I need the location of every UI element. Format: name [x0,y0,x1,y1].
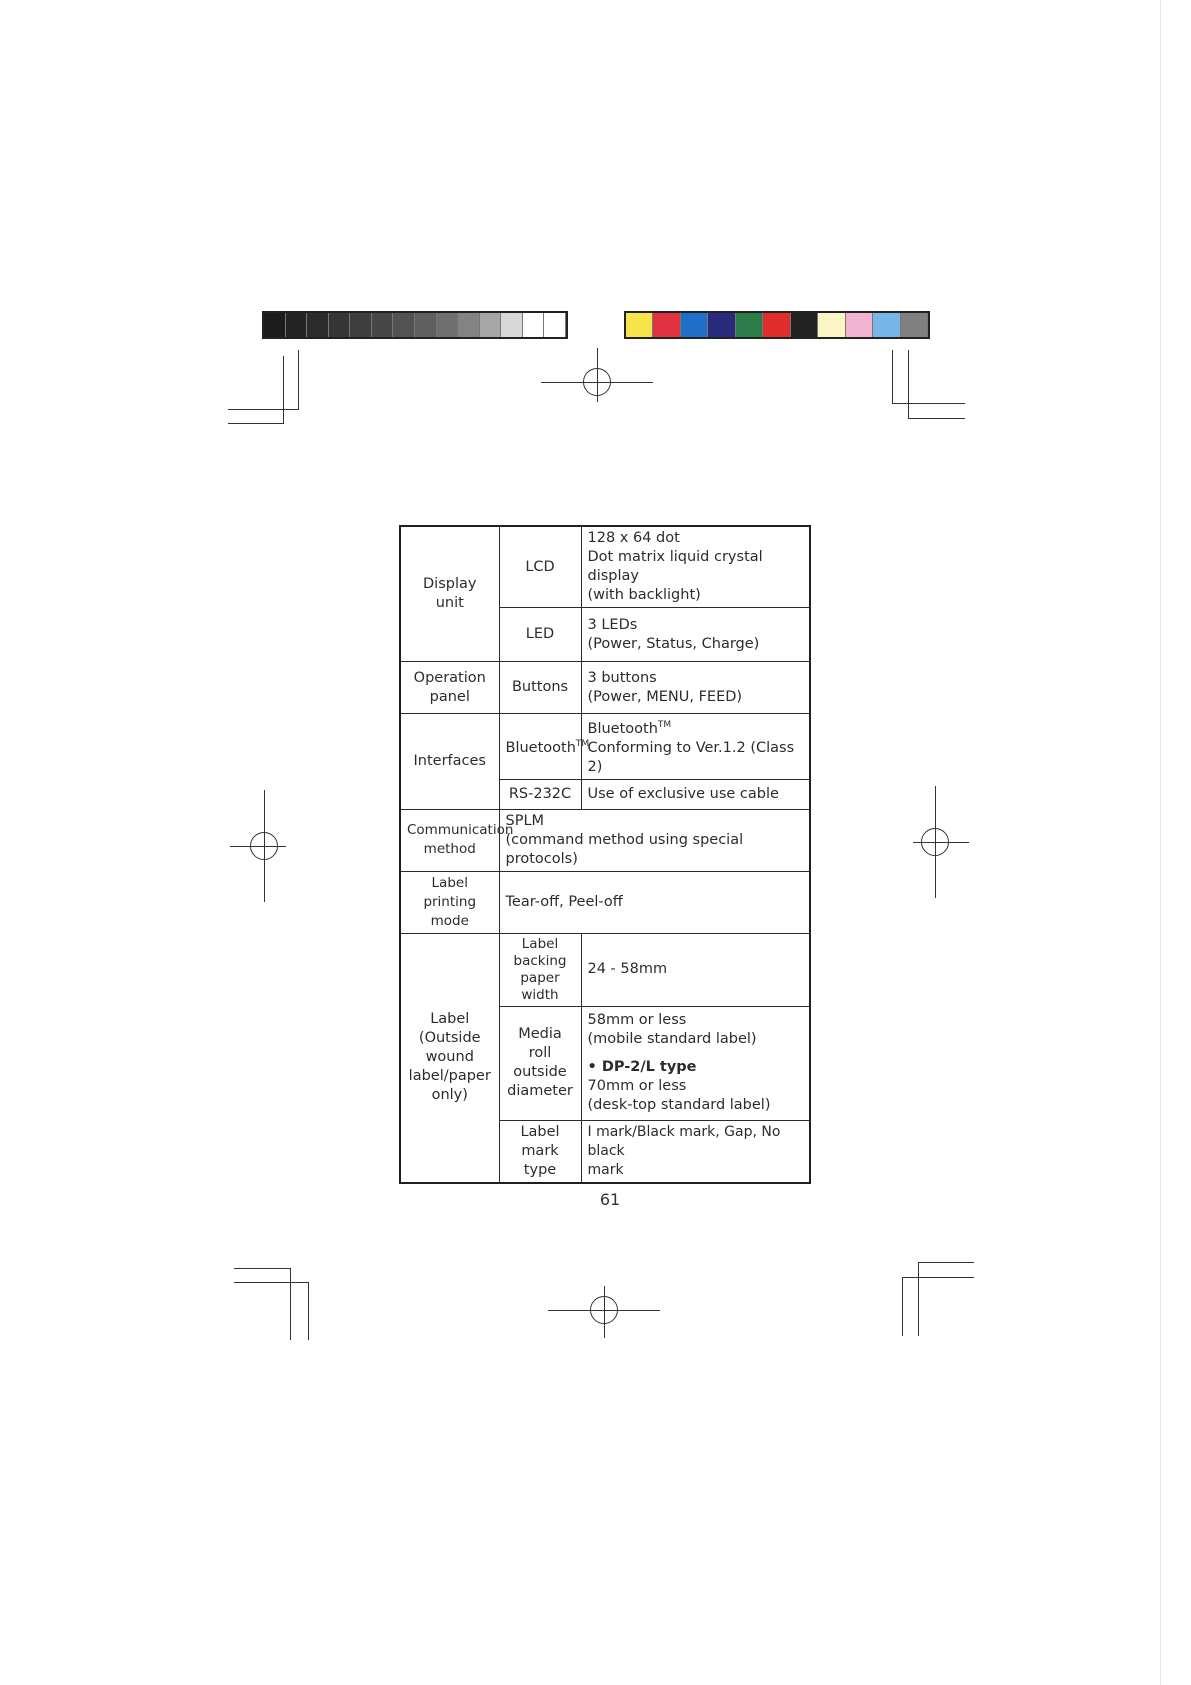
color-swatch [437,313,459,337]
media-roll-value: 58mm or less (mobile standard label) • DP-2/L type 70mm or less (desk-top standard label) [581,1006,810,1120]
row-header-label-printing-mode: Label printing mode [400,871,499,933]
color-swatch [791,313,818,337]
row-header-communication-method: Communication method [400,809,499,871]
color-swatch [350,313,372,337]
table-row [400,809,810,871]
table-row [400,662,810,714]
sub-header-label-mark-type: Label mark type [499,1120,581,1183]
grayscale-calibration-strip [262,311,568,339]
lcd-value: 128 x 64 dot Dot matrix liquid crystal display (with backlight) [581,526,810,608]
dp-2l-type-heading: • DP-2/L type [587,1059,697,1076]
color-swatch [763,313,790,337]
row-header-label: Label (Outside wound label/paper only) [400,933,499,1183]
color-swatch [818,313,845,337]
color-swatch [544,313,566,337]
communication-method-value: SPLM (command method using special protocols) [499,809,810,871]
sub-header-led: LED [499,608,581,662]
color-swatch [873,313,900,337]
label-printing-mode-value: Tear-off, Peel-off [499,871,810,933]
row-header-display-unit: Display unit [400,526,499,662]
color-swatch [415,313,437,337]
bluetooth-value: Bluetooth™ Conforming to Ver.1.2 (Class 2) [581,714,810,780]
led-value: 3 LEDs (Power, Status, Charge) [581,608,810,662]
table-row [400,933,810,1006]
color-swatch [708,313,735,337]
color-swatch [653,313,680,337]
sub-header-rs232c: RS-232C [499,779,581,809]
row-header-interfaces: Interfaces [400,714,499,810]
sub-header-backing-paper-width: Label backing paper width [499,933,581,1006]
row-header-operation-panel: Operation panel [400,662,499,714]
table-row [400,526,810,608]
backing-paper-width-value: 24 - 58mm [581,933,810,1006]
color-swatch [523,313,545,337]
color-swatch [286,313,308,337]
color-swatch [681,313,708,337]
label-mark-type-value: I mark/Black mark, Gap, No black mark [581,1120,810,1183]
color-swatch [501,313,523,337]
color-swatch [393,313,415,337]
color-swatch [846,313,873,337]
color-swatch [307,313,329,337]
table-row [400,871,810,933]
sub-header-buttons: Buttons [499,662,581,714]
table-row [400,714,810,780]
sub-header-bluetooth: Bluetooth™ [499,714,581,780]
rs232c-value: Use of exclusive use cable [581,779,810,809]
color-swatch [901,313,928,337]
sub-header-media-roll: Media roll outside diameter [499,1006,581,1120]
page-number: 61 [599,1190,621,1209]
color-swatch [480,313,502,337]
color-calibration-strip [624,311,930,339]
color-swatch [626,313,653,337]
color-swatch [736,313,763,337]
page-edge [1160,0,1161,1685]
buttons-value: 3 buttons (Power, MENU, FEED) [581,662,810,714]
color-swatch [372,313,394,337]
color-swatch [264,313,286,337]
color-swatch [329,313,351,337]
specifications-table [399,525,811,1184]
color-swatch [458,313,480,337]
sub-header-lcd: LCD [499,526,581,608]
